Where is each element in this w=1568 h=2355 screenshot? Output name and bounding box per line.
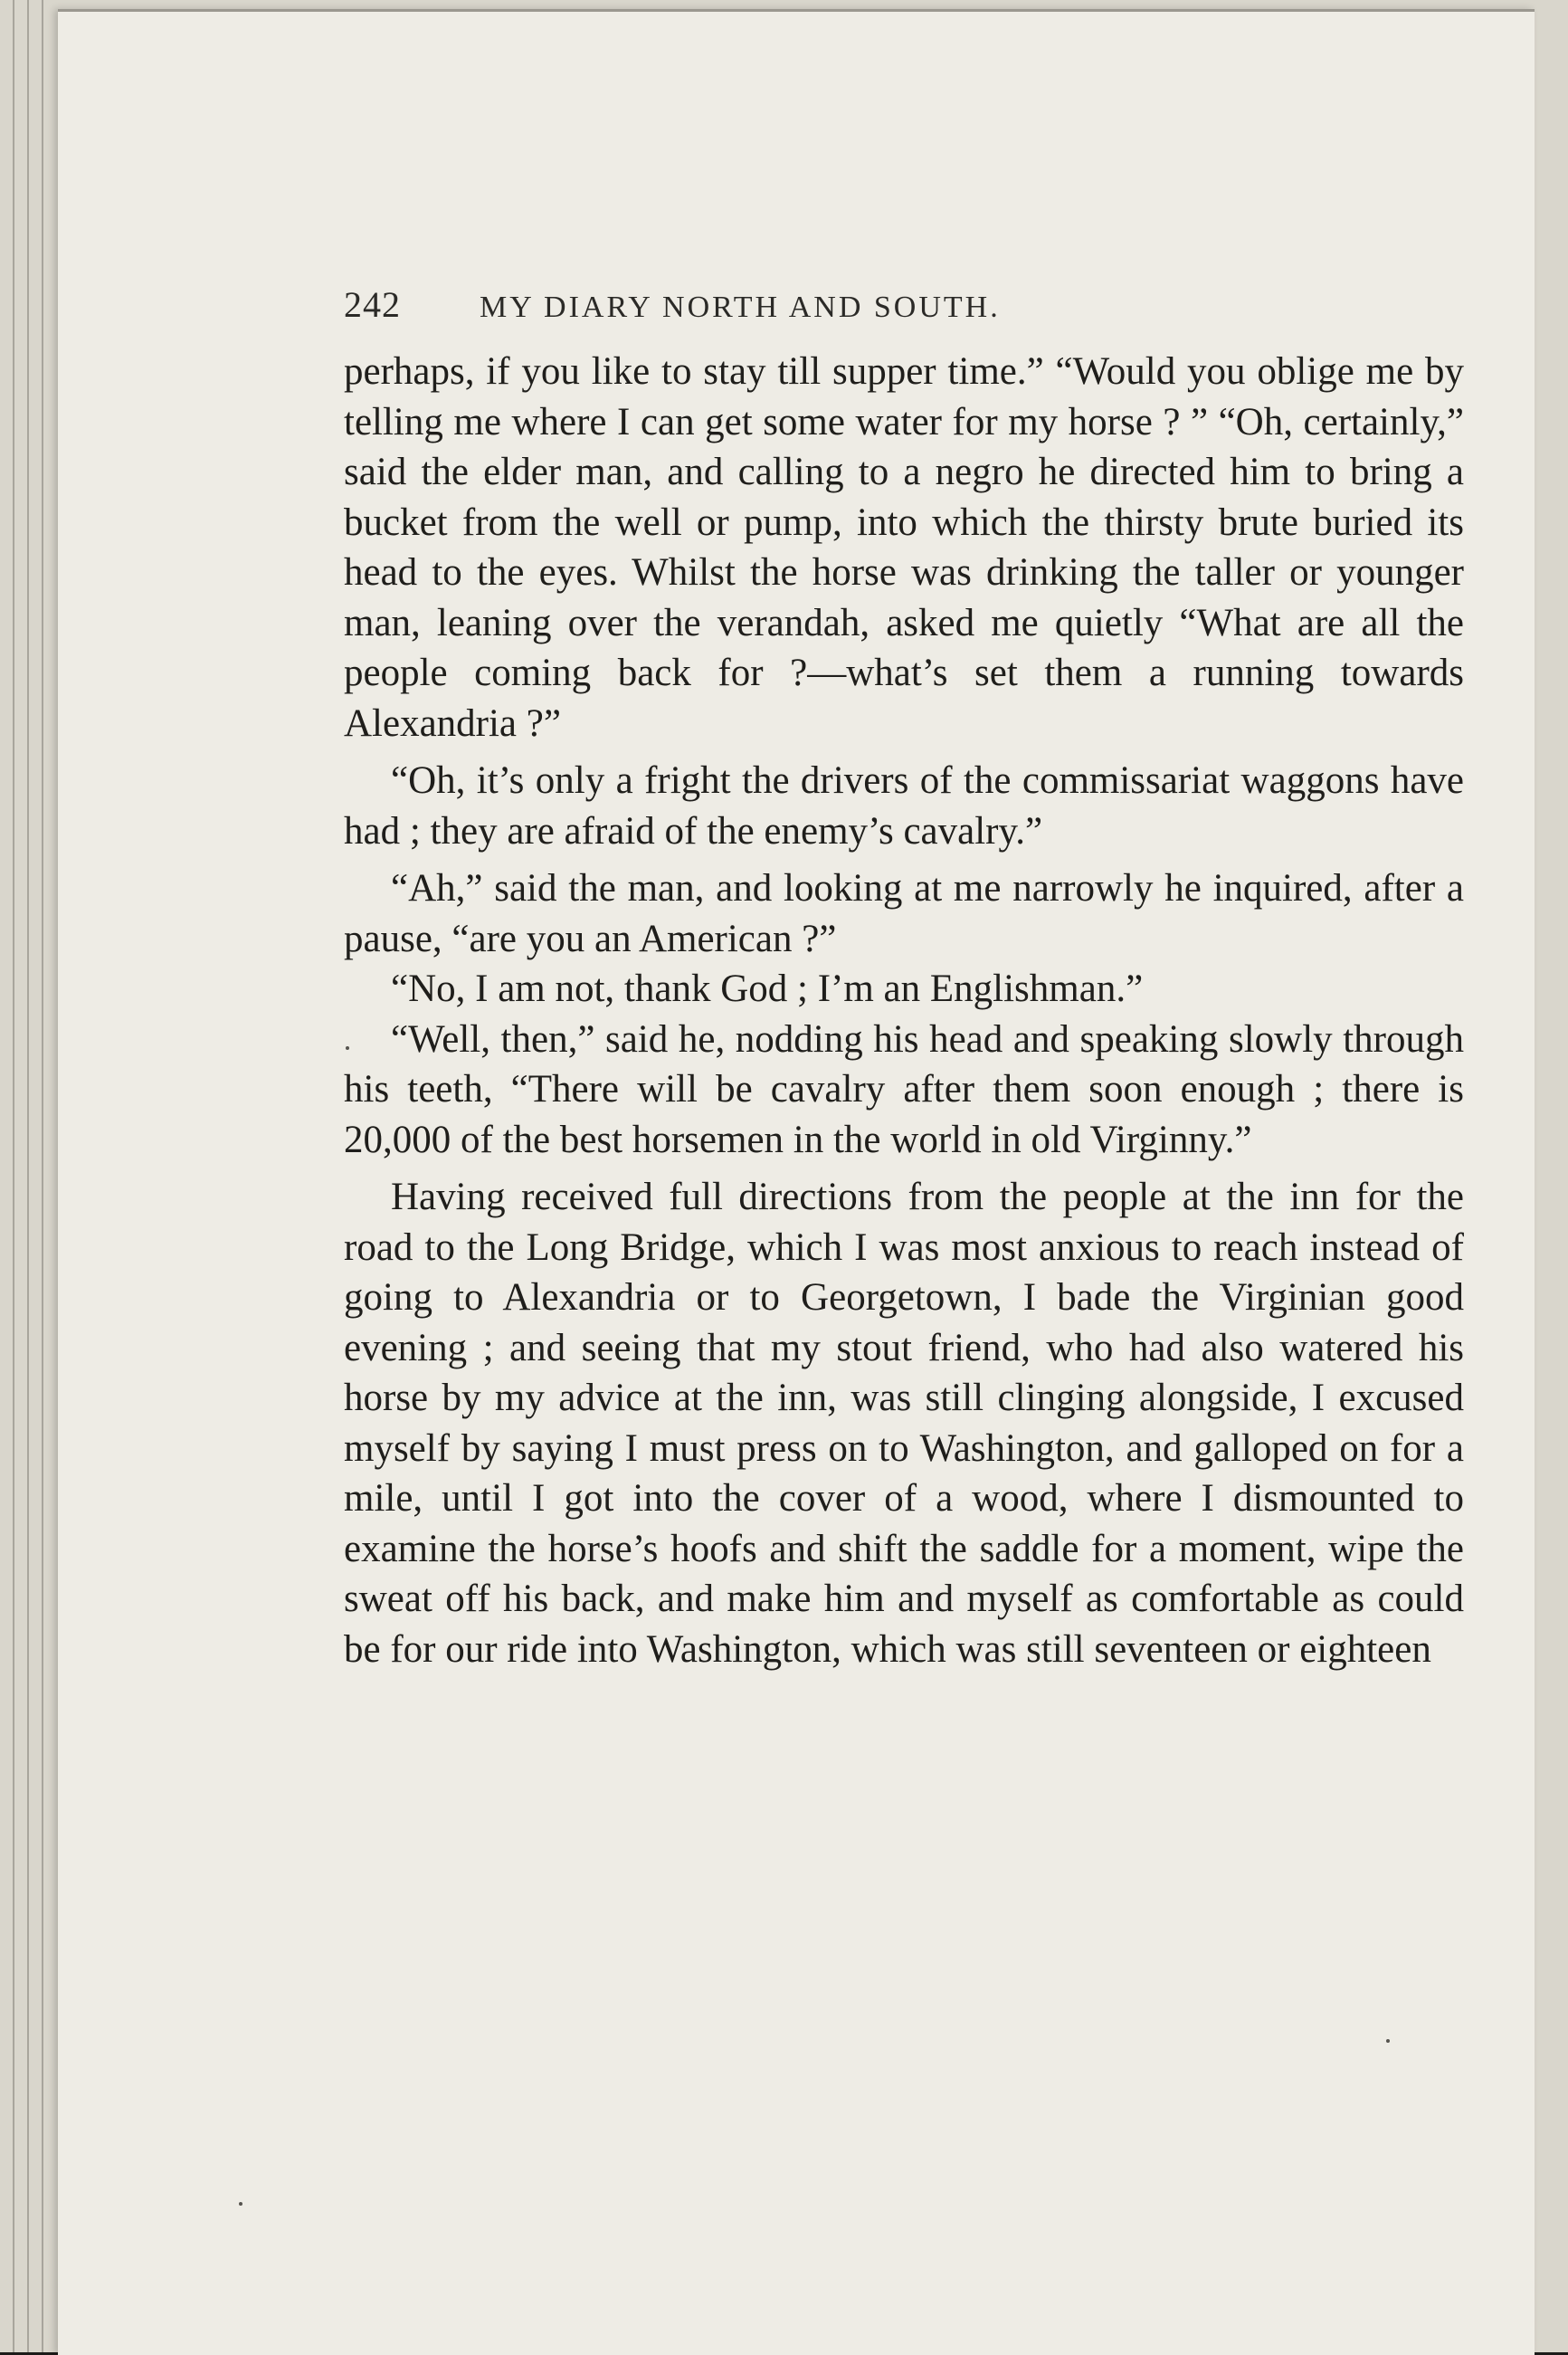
page-content [344, 283, 1464, 1674]
page-edge [27, 0, 29, 2352]
paper-speck [239, 2202, 242, 2206]
paragraph: “Well, then,” said he, nodding his head and speaking slowly through his teeth, “There will be cavalry after them soon enough ; there is 20,000 of the best horsemen in the world in old Virginny.” [344, 1017, 1464, 1161]
page-number: 242 [344, 284, 401, 325]
body-text [344, 347, 1464, 1674]
paragraph: “Oh, it’s only a fright the drivers of the commissariat waggons have had ; they are afraid of the enemy’s cavalry.” [344, 759, 1464, 853]
paragraph: Having received full directions from the people at the inn for the road to the Long Bridge, which I was most anxious to reach instead of going to Alexandria or to Georgetown, I bade the Virginian good evening ; and seeing that my stout friend, who had also watered his horse by my advice at the inn, was still clinging alongside, I excused myself by saying I must press on to Washington, and galloped on for a mile, until I got into the cover of a wood, where I dismounted to examine the horse’s hoofs and shift the saddle for a moment, wipe the sweat off his back, and make him and myself as comfortable as could be for our ride into Washington, which was still seventeen or eighteen [344, 1176, 1464, 1671]
page-edge [42, 0, 43, 2352]
book-page [58, 9, 1535, 2355]
page-edge [13, 0, 14, 2352]
paragraph: perhaps, if you like to stay till supper time.” “Would you oblige me by telling me where I can get some water for my horse ? ” “Oh, certainly,” said the elder man, and calling to a negro he directed him to bring a bucket from the well or pump, into which the thirsty brute buried its head to the eyes. Whilst the horse was drinking the taller or younger man, leaning over the verandah, asked me quietly “What are all the people coming back for ?—what’s set them a running towards Alexandria ?” [344, 350, 1464, 745]
paper-speck [346, 1046, 349, 1050]
running-title: MY DIARY NORTH AND SOUTH. [480, 291, 1001, 324]
running-head [344, 283, 1464, 338]
paragraph: “No, I am not, thank God ; I’m an Englishman.” [391, 968, 1144, 1010]
paper-speck [1386, 2039, 1390, 2043]
paragraph: “Ah,” said the man, and looking at me narrowly he inquired, after a pause, “are you an American ?” [344, 867, 1464, 960]
